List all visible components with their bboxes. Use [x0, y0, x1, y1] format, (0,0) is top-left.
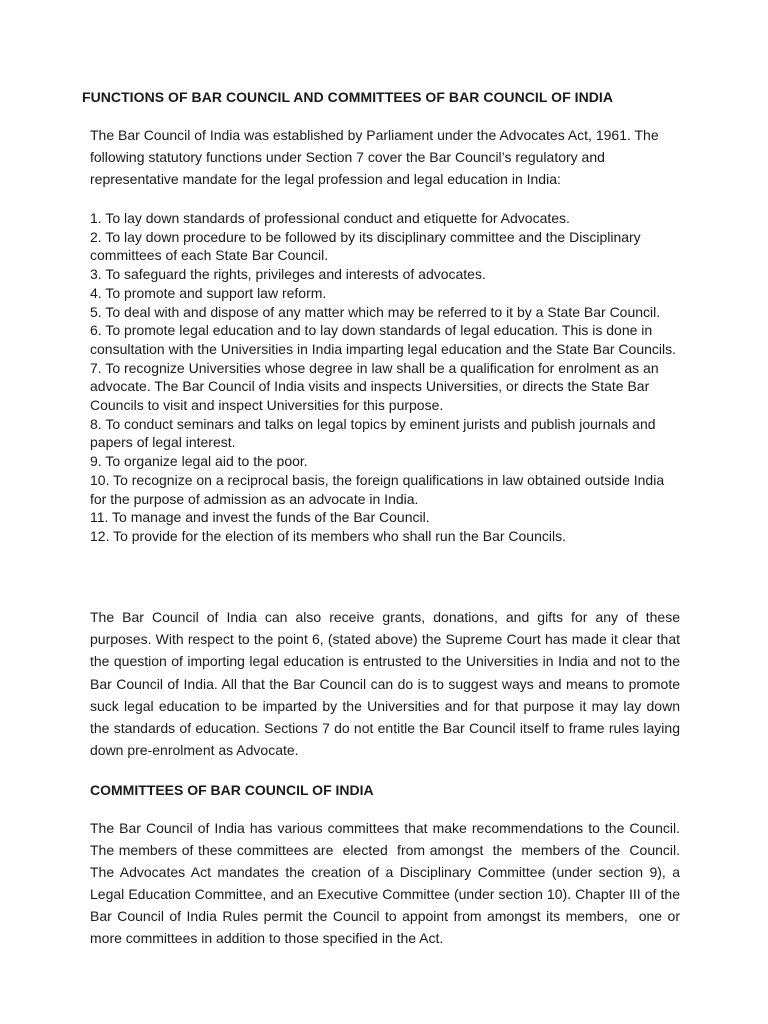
list-item: 3. To safeguard the rights, privileges and interests of advocates. — [90, 266, 486, 283]
functions-list — [90, 209, 682, 546]
committees-paragraph: The Bar Council of India has various committees that make recommendations to the Council. The members of these committees are elected from amongst the members of the Council. The Advocates Act mandates the creation of a Disciplinary Committee (under section 9), a Legal Education Committee, and an Executive Committee (under section 10). Chapter III of the Bar Council of India Rules permit the Council to appoint from amongst its members, one or more committees in addition to those specified in the Act. — [90, 820, 684, 947]
list-item: 1. To lay down standards of professional conduct and etiquette for Advocates. — [90, 210, 570, 226]
grants-paragraph: The Bar Council of India can also receive grants, donations, and gifts for any of these purposes. With respect to the point 6, (stated above) the Supreme Court has made it clear that the question of importing legal education is entrusted to the Universities in India and not to the Bar Council of India. All that the Bar Council can do is to suggest ways and means to promote suck legal education to be imparted by the Universities and for that purpose it may lay down the standards of education. Sections 7 do not entitle the Bar Council itself to frame rules laying down pre-enrolment as Advocate. — [90, 609, 680, 759]
list-item: 5. To deal with and dispose of any matter which may be referred to it by a State Bar Council. — [90, 303, 661, 320]
page-title: FUNCTIONS OF BAR COUNCIL AND COMMITTEES OF BAR COUNCIL OF INDIA — [82, 89, 613, 105]
list-item: 10. To recognize on a reciprocal basis, the foreign qualifications in law obtained outside India for the purpose of admission as an advocate in India. — [90, 471, 665, 507]
committees-heading: COMMITTEES OF BAR COUNCIL OF INDIA — [90, 782, 374, 798]
list-item: 11. To manage and invest the funds of the Bar Council. — [90, 509, 430, 526]
list-item: 6. To promote legal education and to lay down standards of legal education. This is done in consultation with the Universities in India imparting legal education and the State Bar Councils. — [90, 322, 676, 357]
list-item: 8. To conduct seminars and talks on legal topics by eminent jurists and publish journals and papers of legal interest. — [90, 415, 656, 451]
list-item: 9. To organize legal aid to the poor. — [90, 453, 308, 470]
intro-paragraph: The Bar Council of India was established by Parliament under the Advocates Act, 1961. The following statutory functions under Section 7 cover the Bar Council’s regulatory and representative mandate for the legal profession and legal education in India: — [90, 127, 659, 187]
list-item: 12. To provide for the election of its members who shall run the Bar Councils. — [90, 527, 566, 544]
list-item: 2. To lay down procedure to be followed by its disciplinary committee and the Disciplinary committees of each State Bar Council. — [90, 228, 641, 264]
list-item: 7. To recognize Universities whose degree in law shall be a qualification for enrolment as an advocate. The Bar Council of India visits and inspects Universities, or directs the State Bar Councils to visit and inspect Universities for this purpose. — [90, 359, 659, 414]
list-item: 4. To promote and support law reform. — [90, 284, 327, 301]
